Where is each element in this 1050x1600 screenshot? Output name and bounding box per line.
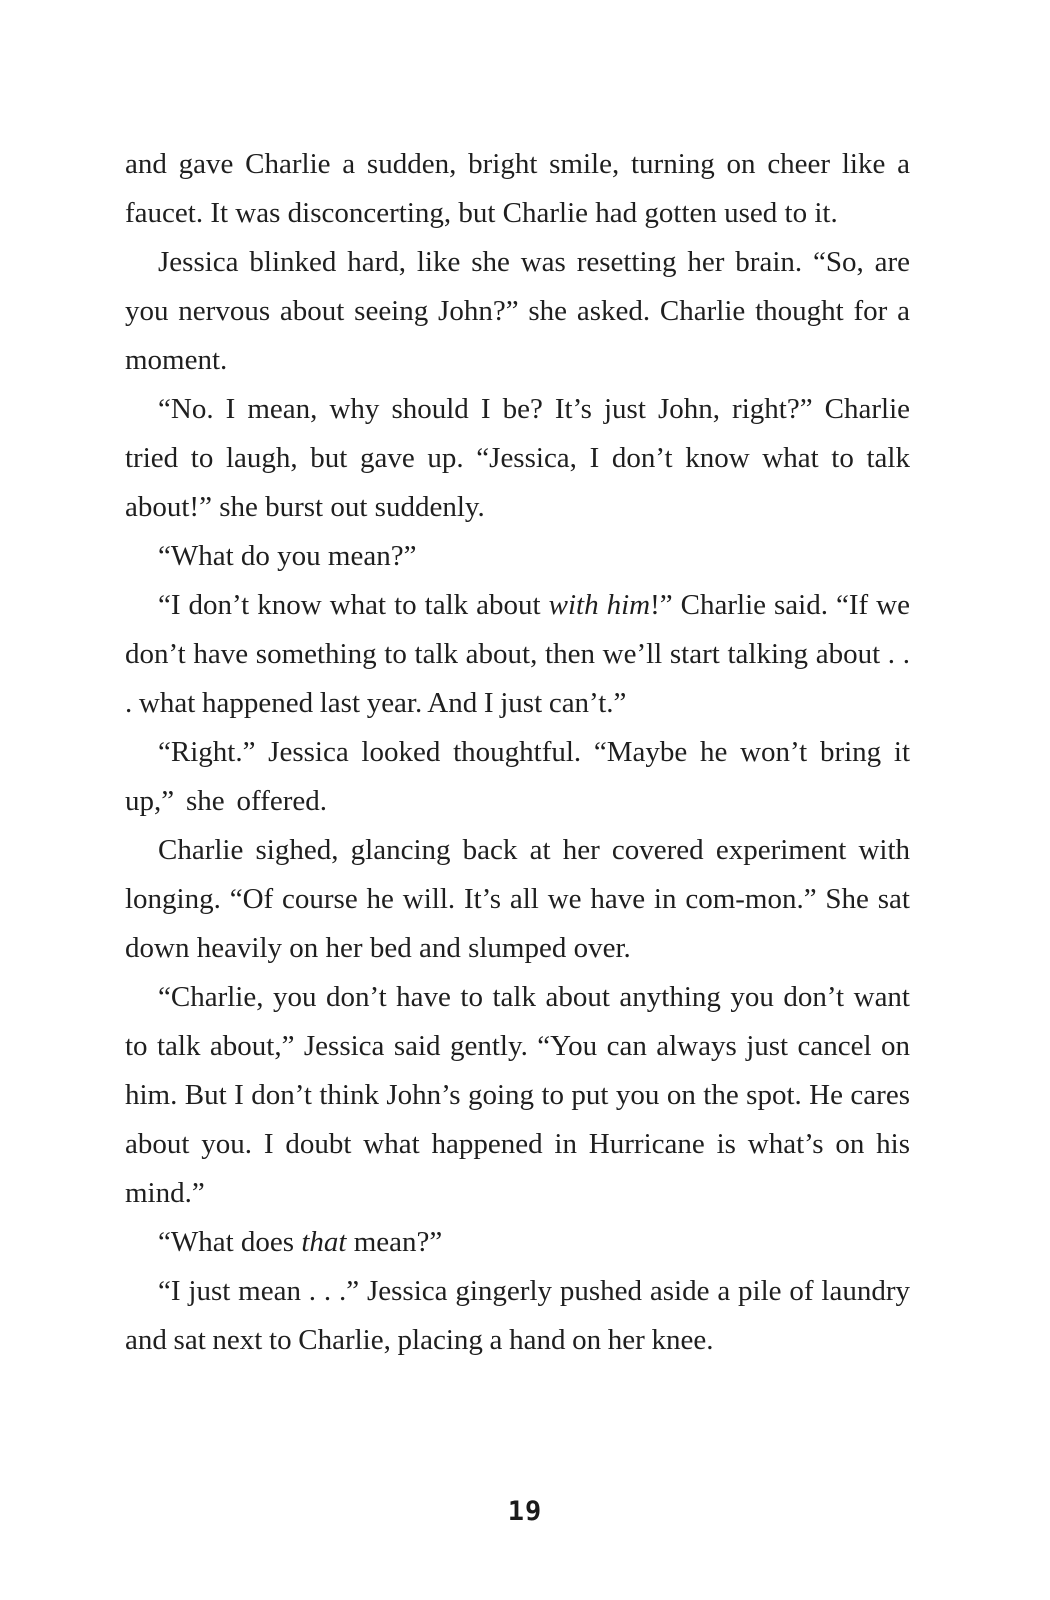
paragraph (125, 581, 910, 728)
italic-text-run: that (301, 1226, 347, 1258)
paragraph (125, 728, 910, 826)
text-run: Charlie sighed, glancing back at her covered experiment with longing. “Of course he will. It’s all we have in com-mon.” She sat down heavily on her bed and slumped over. (125, 834, 910, 964)
paragraph (125, 1267, 910, 1365)
text-run: “No. I mean, why should I be? It’s just John, right?” Charlie tried to laugh, but gave up. “Jessica, I don’t know what to talk about!” she burst out suddenly. (125, 393, 910, 523)
text-run: “What does (158, 1226, 302, 1258)
paragraph (125, 973, 910, 1218)
page-number: 19 (507, 1496, 543, 1527)
paragraph (125, 826, 910, 973)
text-run: !” Charlie said. “If we don’t have something to talk about, then we’ll start talking about . . . what happened last year. And I just can’t.” (125, 589, 910, 719)
paragraph (125, 238, 910, 385)
text-run: Jessica blinked hard, like she was resetting her brain. “So, are you nervous about seeing John?” she asked. Charlie thought for a moment. (125, 246, 910, 376)
text-run: “I just mean . . .” Jessica gingerly pushed aside a pile of laundry and sat next to Charlie, placing a hand on her knee. (125, 1275, 910, 1356)
italic-text-run: with him (548, 589, 651, 621)
paragraph (125, 385, 910, 532)
text-run: “What do you mean?” (158, 540, 417, 572)
text-run: “Charlie, you don’t have to talk about anything you don’t want to talk about,” Jessica said gently. “You can always just cancel on him. But I don’t think John’s going to put you on the spot. He cares about you. I doubt what happened in Hurricane is what’s on his mind.” (125, 981, 910, 1209)
paragraph (125, 140, 910, 238)
body-text (125, 140, 910, 1365)
text-run: and gave Charlie a sudden, bright smile, turning on cheer like a faucet. It was disconcerting, but Charlie had gotten used to it. (125, 148, 910, 229)
text-run: “I don’t know what to talk about (158, 589, 549, 621)
text-run: mean?” (346, 1226, 443, 1258)
paragraph (125, 1218, 910, 1267)
paragraph (125, 532, 910, 581)
text-run: “Right.” Jessica looked thoughtful. “Maybe he won’t bring it up,” she offered. (125, 736, 910, 817)
